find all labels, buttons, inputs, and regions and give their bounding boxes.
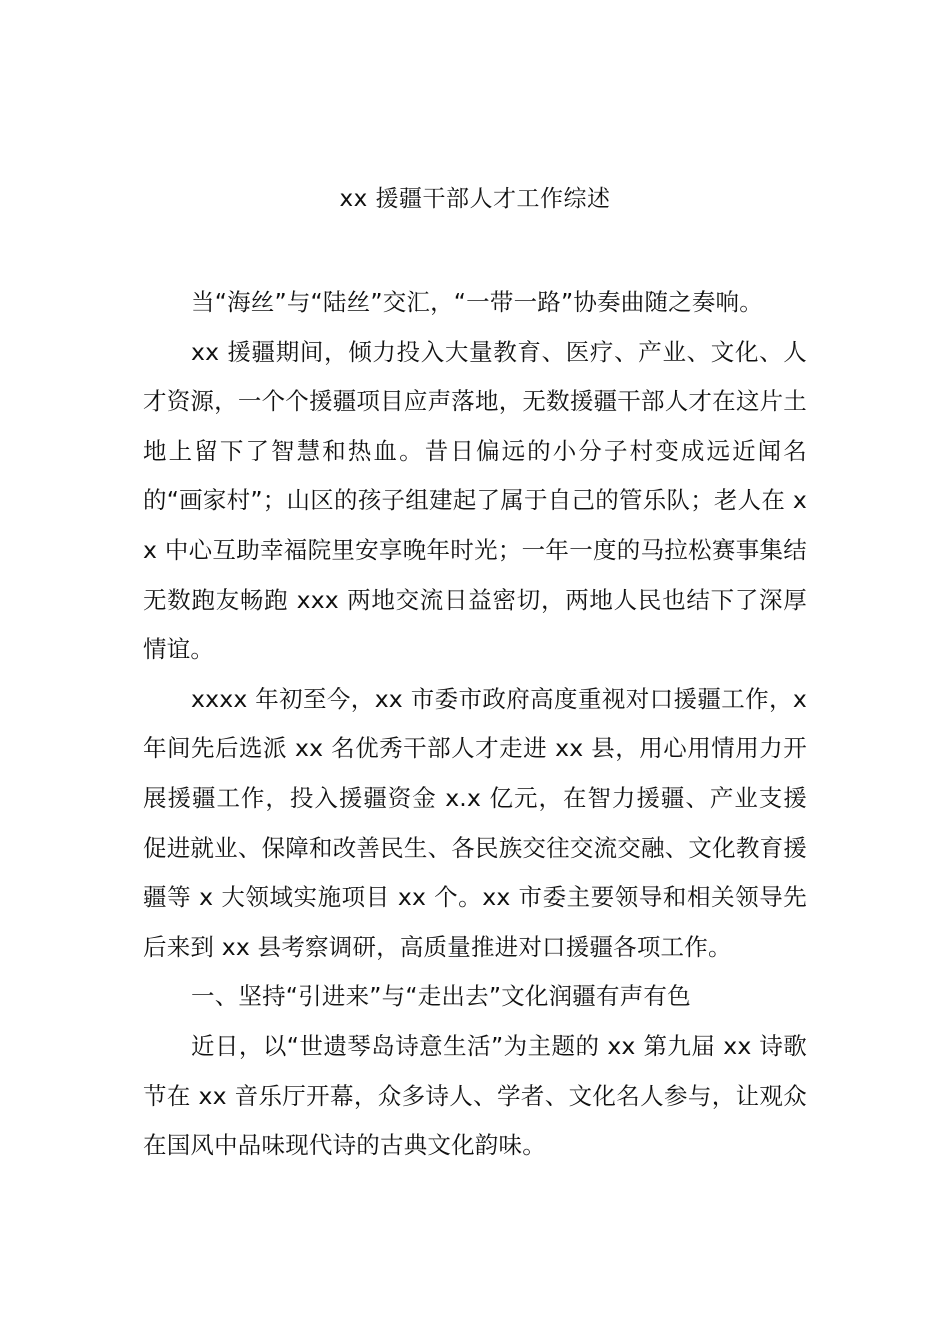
paragraph-aid-period: xx 援疆期间，倾力投入大量教育、医疗、产业、文化、人才资源，一个个援疆项目应声落地，无数援疆干部人才在这片土地上留下了智慧和热血。昔日偏远的小分子村变成远近闻名的“画家村”；山区的孩子组建起了属于自己的管乐队；老人在 xx 中心互助幸福院里安享晚年时光；一年一度的马拉松赛事集结无数跑友畅跑 xxx 两地交流日益密切，两地人民也结下了深厚情谊。 — [143, 337, 807, 664]
paragraph-intro: 当“海丝”与“陆丝”交汇，“一带一路”协奏曲随之奏响。 — [191, 288, 763, 316]
paragraph-poetry-festival: 近日，以“世遗琴岛诗意生活”为主题的 xx 第九届 xx 诗歌节在 xx 音乐厅开幕，众多诗人、学者、文化名人参与，让观众在国风中品味现代诗的古典文化韵味。 — [143, 1031, 807, 1160]
document-body — [143, 278, 807, 1171]
section-heading-1: 一、坚持“引进来”与“走出去”文化润疆有声有色 — [191, 982, 691, 1011]
paragraph-since-year: xxxx 年初至今，xx 市委市政府高度重视对口援疆工作，x 年间先后选派 xx 名优秀干部人才走进 xx 县，用心用情用力开展援疆工作，投入援疆资金 x.x 亿元，在智力援疆、产业支援促进就业、保障和改善民生、各民族交往交流交融、文化教育援疆等 x 大领域实施项目 xx 个。xx 市委主要领导和相关领导先后来到 xx 县考察调研，高质量推进对口援疆各项工作。 — [143, 684, 807, 961]
document-title: xx 援疆干部人才工作综述 — [339, 186, 611, 212]
